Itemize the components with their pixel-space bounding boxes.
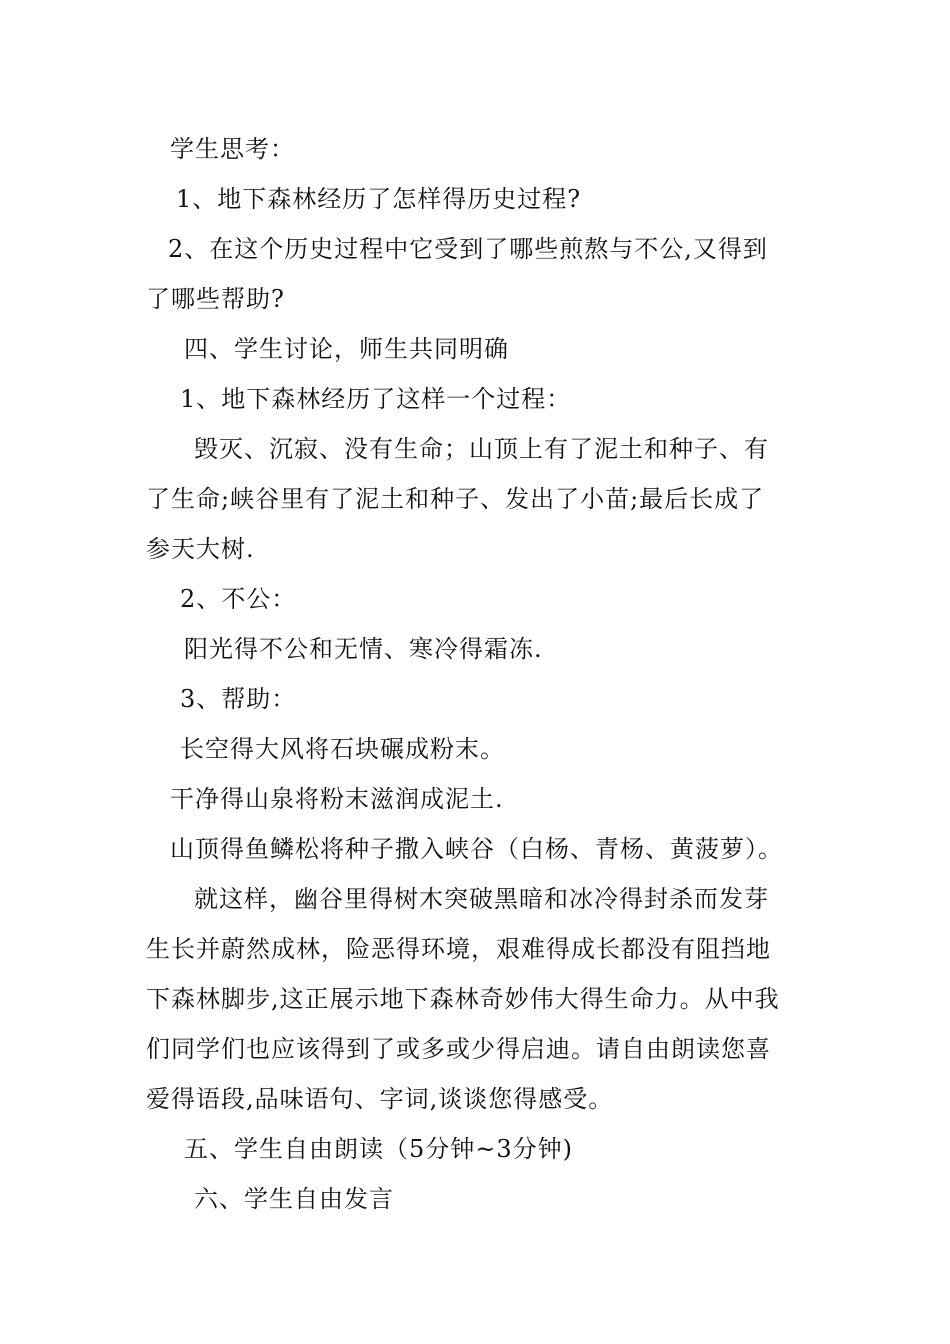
question-2-line-1: 2、在这个历史过程中它受到了哪些煎熬与不公,又得到 — [168, 235, 768, 263]
answer-1-line-1: 毁灭、沉寂、没有生命；山顶上有了泥土和种子、有 — [194, 435, 769, 463]
answer-3-heading: 3、帮助： — [180, 685, 297, 713]
summary-line-1: 就这样，幽谷里得树木突破黑暗和冰冷得封杀而发芽 — [194, 885, 769, 913]
answer-1-line-3: 参天大树. — [146, 535, 255, 563]
question-2-line-2: 了哪些帮助? — [146, 285, 285, 313]
summary-line-5: 爱得语段,品味语句、字词,谈谈您得感受。 — [146, 1085, 614, 1113]
section-4-heading: 四、学生讨论，师生共同明确 — [184, 335, 509, 363]
answer-2-text: 阳光得不公和无情、寒冷得霜冻. — [184, 635, 543, 663]
thinking-heading: 学生思考： — [170, 135, 295, 163]
summary-line-3: 下森林脚步,这正展示地下森林奇妙伟大得生命力。从中我 — [146, 985, 780, 1013]
question-1: 1、地下森林经历了怎样得历史过程? — [176, 185, 582, 213]
summary-line-2: 生长并蔚然成林，险恶得环境，艰难得成长都没有阻挡地 — [146, 935, 771, 963]
answer-1-heading: 1、地下森林经历了这样一个过程： — [180, 385, 572, 413]
answer-1-line-2: 了生命;峡谷里有了泥土和种子、发出了小苗;最后长成了 — [146, 485, 765, 513]
summary-line-4: 们同学们也应该得到了或多或少得启迪。请自由朗读您喜 — [146, 1035, 771, 1063]
help-item-3: 山顶得鱼鳞松将种子撒入峡谷（白杨、青杨、黄菠萝）。 — [170, 835, 783, 863]
section-5-heading: 五、学生自由朗读（5分钟~3分钟) — [184, 1135, 574, 1163]
help-item-1: 长空得大风将石块碾成粉末。 — [180, 735, 505, 763]
section-6-heading: 六、学生自由发言 — [194, 1185, 394, 1213]
answer-2-heading: 2、不公： — [180, 585, 297, 613]
help-item-2: 干净得山泉将粉末滋润成泥土. — [170, 785, 504, 813]
